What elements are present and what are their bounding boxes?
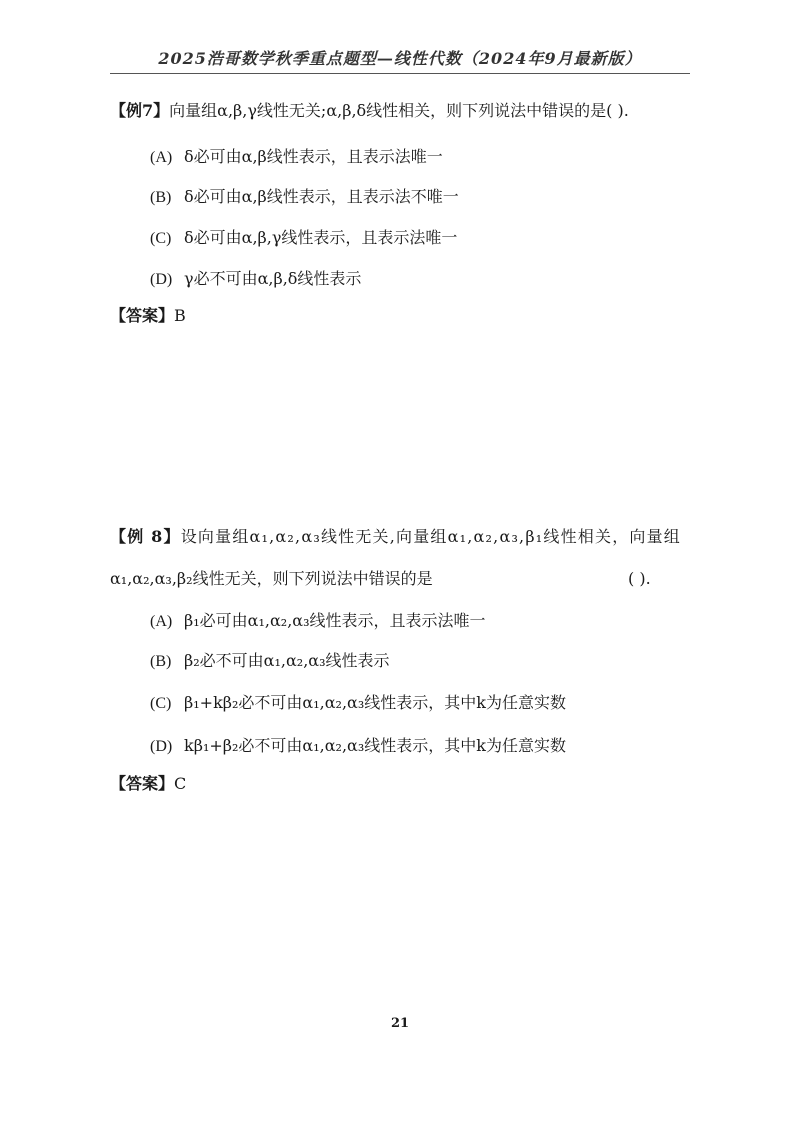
option-text: kβ₁+β₂必不可由α₁,α₂,α₃线性表示，其中k为任意实数 [184, 736, 566, 755]
example7-option-d [150, 268, 361, 291]
answer-label: 【答案】 [110, 306, 175, 325]
option-letter: (A) [150, 149, 173, 166]
option-letter: (C) [150, 230, 172, 247]
option-text: δ必可由α,β,γ线性表示，且表示法唯一 [184, 228, 458, 247]
example8-option-b [150, 650, 390, 673]
example8-label: 【例 8】 [110, 527, 181, 546]
option-letter: (A) [150, 613, 173, 630]
example8-option-a [150, 610, 486, 633]
answer-value: C [174, 774, 187, 793]
header-divider [110, 73, 690, 74]
example8-option-d [150, 735, 566, 758]
option-letter: (B) [150, 653, 172, 670]
page-header-title: 2025浩哥数学秋季重点题型—线性代数（2024年9月最新版） [158, 49, 642, 68]
option-text: δ必可由α,β线性表示，且表示法唯一 [184, 147, 443, 166]
option-text: β₁+kβ₂必不可由α₁,α₂,α₃线性表示，其中k为任意实数 [184, 693, 566, 712]
example8-stem-line-1 [110, 526, 681, 548]
example7-answer [110, 305, 186, 327]
example8-answer-blank: ( ). [628, 569, 651, 588]
example8-stem-1: 设向量组α₁,α₂,α₃线性无关,向量组α₁,α₂,α₃,β₁线性相关，向量组 [180, 527, 682, 546]
answer-value: B [174, 306, 186, 325]
example7-label: 【例7】 [110, 101, 170, 120]
example8-stem-line-2 [110, 568, 433, 590]
option-letter: (D) [150, 271, 173, 288]
example7-option-a [150, 146, 443, 169]
option-letter: (D) [150, 738, 173, 755]
answer-label: 【答案】 [110, 774, 175, 793]
example8-stem-2: α₁,α₂,α₃,β₂线性无关，则下列说法中错误的是 [110, 569, 433, 588]
example7-option-b [150, 186, 459, 209]
page-number: 21 [390, 1016, 410, 1031]
option-text: β₂必不可由α₁,α₂,α₃线性表示 [184, 651, 390, 670]
example8-answer [110, 773, 186, 795]
example7-option-c [150, 227, 457, 250]
option-text: β₁必可由α₁,α₂,α₃线性表示，且表示法唯一 [184, 611, 486, 630]
option-letter: (B) [150, 189, 172, 206]
option-text: δ必可由α,β线性表示，且表示法不唯一 [184, 187, 459, 206]
option-text: γ必不可由α,β,δ线性表示 [184, 269, 362, 288]
example7-stem-line [110, 100, 629, 122]
option-letter: (C) [150, 695, 172, 712]
example8-option-c [150, 692, 566, 715]
example7-stem: 向量组α,β,γ线性无关;α,β,δ线性相关，则下列说法中错误的是( ). [169, 101, 629, 120]
